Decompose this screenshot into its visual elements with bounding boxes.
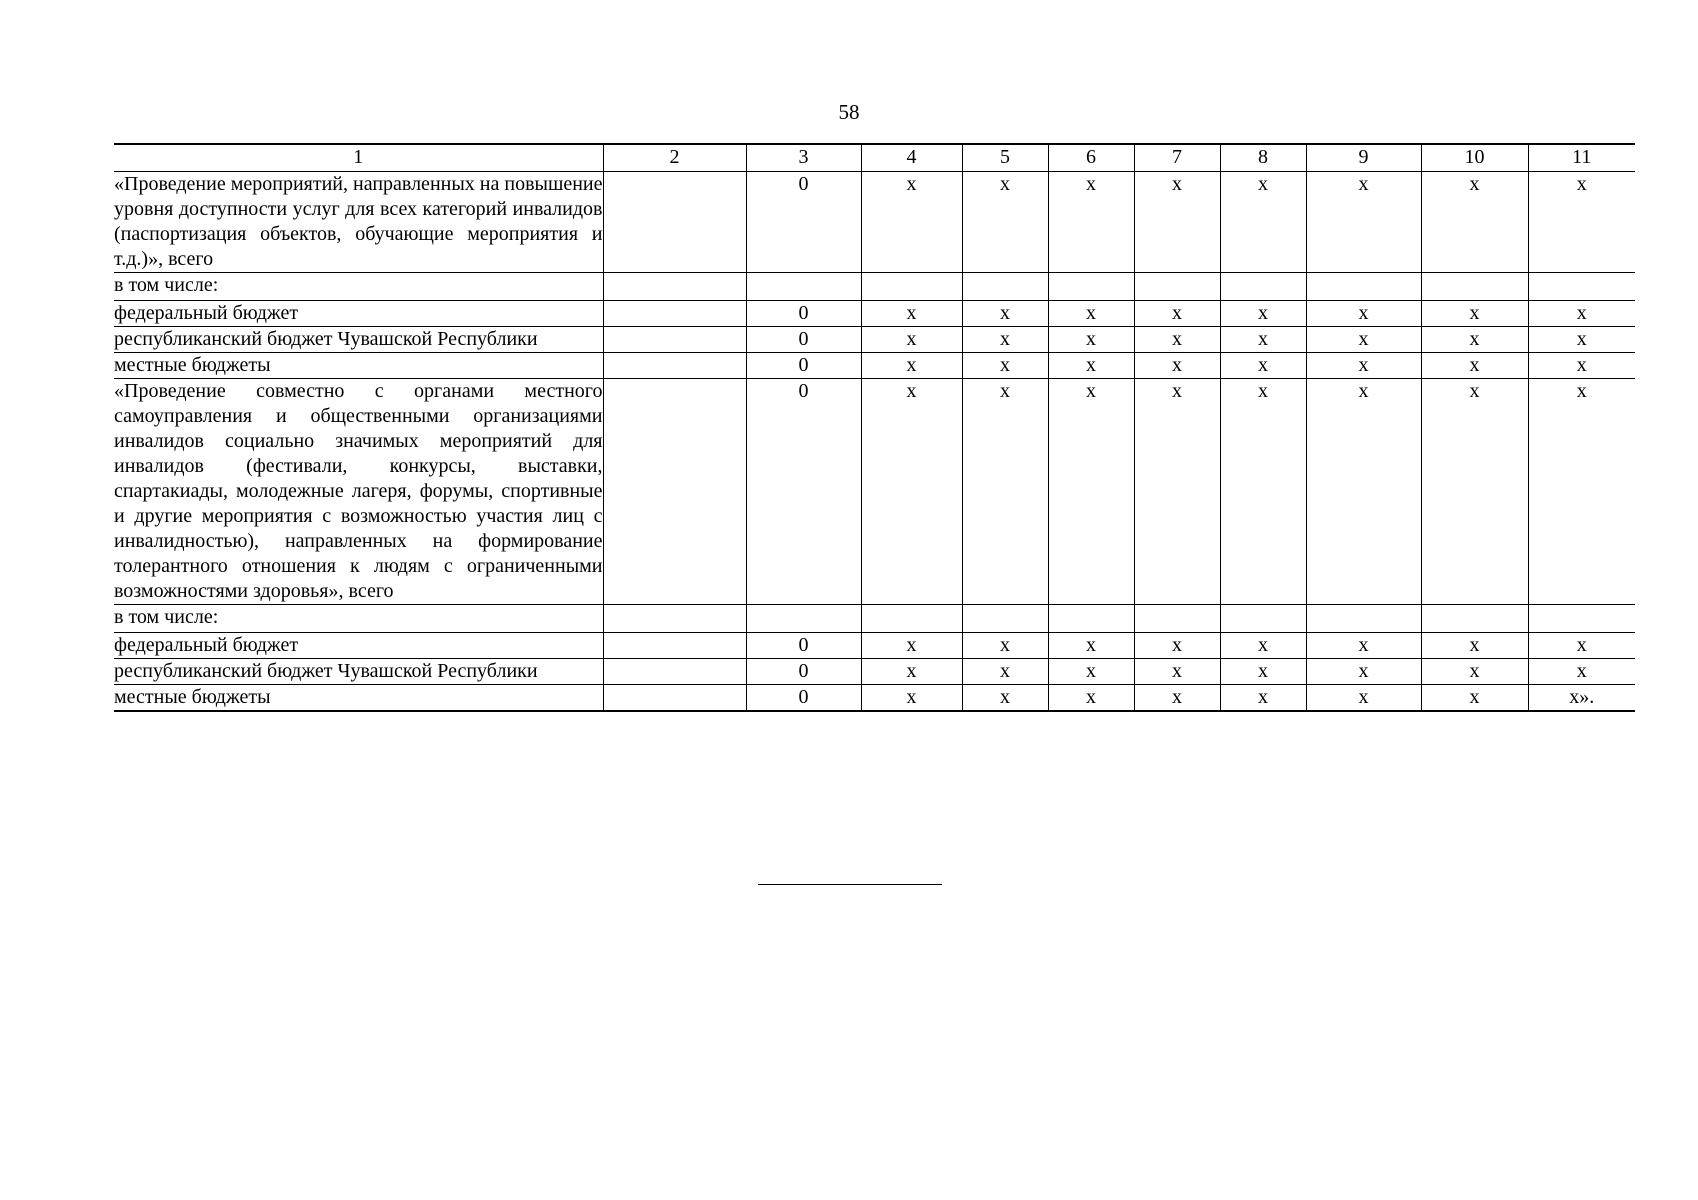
cell-value xyxy=(746,605,861,633)
cell-value xyxy=(1306,273,1421,301)
cell-value: x xyxy=(1528,172,1635,273)
cell-value: x xyxy=(1306,659,1421,685)
cell-value: 0 xyxy=(746,685,861,712)
data-table xyxy=(114,143,1635,712)
cell-value: x xyxy=(1134,301,1220,327)
cell-value: x xyxy=(962,301,1048,327)
cell-value xyxy=(1306,605,1421,633)
cell-value: x xyxy=(1048,327,1134,353)
table-row xyxy=(114,327,1635,353)
cell-value: 0 xyxy=(746,633,861,659)
cell-value: x xyxy=(1220,659,1306,685)
cell-value: 0 xyxy=(746,172,861,273)
cell-value: x xyxy=(962,379,1048,605)
cell-value: x xyxy=(861,633,962,659)
cell-value: x xyxy=(1220,379,1306,605)
column-header: 3 xyxy=(746,144,861,172)
table-row xyxy=(114,379,1635,605)
column-header: 1 xyxy=(114,144,603,172)
cell-value xyxy=(962,605,1048,633)
cell-value xyxy=(1528,273,1635,301)
cell-value: x xyxy=(1421,301,1528,327)
column-header: 5 xyxy=(962,144,1048,172)
row-label: республиканский бюджет Чувашской Республики xyxy=(114,659,603,685)
cell-col2 xyxy=(603,327,746,353)
table-row xyxy=(114,172,1635,273)
cell-value: x xyxy=(1134,379,1220,605)
cell-value: x xyxy=(861,301,962,327)
cell-value: x xyxy=(1306,685,1421,712)
cell-value: x xyxy=(1306,379,1421,605)
row-label: местные бюджеты xyxy=(114,353,603,379)
cell-col2 xyxy=(603,301,746,327)
cell-value: x xyxy=(861,685,962,712)
cell-value: x xyxy=(1048,172,1134,273)
cell-value: x xyxy=(1421,353,1528,379)
cell-value: x xyxy=(1048,301,1134,327)
row-label: в том числе: xyxy=(114,273,603,301)
cell-value xyxy=(1048,273,1134,301)
cell-value xyxy=(1048,605,1134,633)
row-label: «Проведение совместно с органами местного самоуправления и общественными организациями инвалидов социально значимых мероприятий для инвалидов (фестивали, конкурсы, выставки, спартакиады, молодежные лагеря, форумы, спортивные и другие мероприятия с возможностью участия лиц с инвалидностью), направленных на формирование толерантного отношения к людям с ограниченными возможностями здоровья», всего xyxy=(114,379,603,605)
table-row xyxy=(114,301,1635,327)
cell-value: x xyxy=(1528,353,1635,379)
cell-value xyxy=(1134,273,1220,301)
cell-value: x xyxy=(1048,353,1134,379)
cell-value: x xyxy=(962,172,1048,273)
column-header: 7 xyxy=(1134,144,1220,172)
cell-value: x xyxy=(1220,685,1306,712)
cell-col2 xyxy=(603,379,746,605)
cell-value: x xyxy=(1528,301,1635,327)
cell-col2 xyxy=(603,605,746,633)
cell-value: x xyxy=(1421,172,1528,273)
cell-col2 xyxy=(603,172,746,273)
cell-value: x xyxy=(1134,659,1220,685)
cell-value: x xyxy=(1134,353,1220,379)
end-rule xyxy=(758,884,942,885)
cell-value: x xyxy=(1134,327,1220,353)
cell-value: x xyxy=(1220,633,1306,659)
cell-value: x xyxy=(1306,172,1421,273)
cell-value xyxy=(1421,605,1528,633)
cell-value xyxy=(1528,605,1635,633)
cell-value: x xyxy=(1134,633,1220,659)
cell-value xyxy=(861,605,962,633)
cell-col2 xyxy=(603,633,746,659)
cell-value: x xyxy=(962,685,1048,712)
table-row xyxy=(114,633,1635,659)
cell-value: x xyxy=(1306,633,1421,659)
cell-value: x xyxy=(861,659,962,685)
table-row xyxy=(114,685,1635,712)
cell-value: x xyxy=(861,327,962,353)
row-label: в том числе: xyxy=(114,605,603,633)
cell-value: x xyxy=(861,353,962,379)
cell-value: x xyxy=(861,379,962,605)
cell-value: x xyxy=(861,172,962,273)
cell-value: x xyxy=(1134,685,1220,712)
cell-value: x xyxy=(1048,379,1134,605)
cell-value: 0 xyxy=(746,327,861,353)
cell-value xyxy=(1421,273,1528,301)
row-label: «Проведение мероприятий, направленных на повышение уровня доступности услуг для всех категорий инвалидов (паспортизация объектов, обучающие мероприятия и т.д.)», всего xyxy=(114,172,603,273)
column-header: 9 xyxy=(1306,144,1421,172)
column-header: 11 xyxy=(1528,144,1635,172)
cell-value: 0 xyxy=(746,379,861,605)
row-label: федеральный бюджет xyxy=(114,301,603,327)
table-body xyxy=(114,172,1635,712)
cell-col2 xyxy=(603,273,746,301)
cell-value: x xyxy=(962,659,1048,685)
cell-value: x xyxy=(1306,301,1421,327)
cell-value: x xyxy=(1220,327,1306,353)
cell-value: x xyxy=(1306,327,1421,353)
cell-value xyxy=(1220,605,1306,633)
page-number: 58 xyxy=(838,100,860,124)
cell-col2 xyxy=(603,685,746,712)
cell-value: x xyxy=(962,327,1048,353)
cell-value: x». xyxy=(1528,685,1635,712)
cell-value xyxy=(1134,605,1220,633)
cell-value: x xyxy=(1421,379,1528,605)
column-header: 4 xyxy=(861,144,962,172)
row-label: республиканский бюджет Чувашской Республики xyxy=(114,327,603,353)
cell-value: 0 xyxy=(746,353,861,379)
cell-value: x xyxy=(962,633,1048,659)
table-row xyxy=(114,353,1635,379)
column-header: 6 xyxy=(1048,144,1134,172)
column-header: 10 xyxy=(1421,144,1528,172)
cell-col2 xyxy=(603,659,746,685)
cell-value: x xyxy=(1134,172,1220,273)
cell-value: 0 xyxy=(746,301,861,327)
header-row xyxy=(114,144,1635,172)
cell-value: x xyxy=(1528,633,1635,659)
cell-value xyxy=(746,273,861,301)
cell-value: x xyxy=(1048,633,1134,659)
row-label: федеральный бюджет xyxy=(114,633,603,659)
column-header: 2 xyxy=(603,144,746,172)
cell-value: x xyxy=(1421,659,1528,685)
cell-value: x xyxy=(1048,685,1134,712)
cell-value: x xyxy=(1421,685,1528,712)
cell-value: x xyxy=(1306,353,1421,379)
cell-value xyxy=(962,273,1048,301)
cell-value: x xyxy=(1421,633,1528,659)
cell-value: x xyxy=(1220,353,1306,379)
cell-value: x xyxy=(1528,379,1635,605)
table-row xyxy=(114,659,1635,685)
cell-value: 0 xyxy=(746,659,861,685)
cell-value: x xyxy=(1048,659,1134,685)
cell-value: x xyxy=(1528,659,1635,685)
cell-value xyxy=(1220,273,1306,301)
column-header: 8 xyxy=(1220,144,1306,172)
cell-value: x xyxy=(962,353,1048,379)
table-row xyxy=(114,273,1635,301)
row-label: местные бюджеты xyxy=(114,685,603,712)
cell-value: x xyxy=(1220,301,1306,327)
cell-value: x xyxy=(1421,327,1528,353)
cell-col2 xyxy=(603,353,746,379)
table-row xyxy=(114,605,1635,633)
cell-value xyxy=(861,273,962,301)
cell-value: x xyxy=(1528,327,1635,353)
cell-value: x xyxy=(1220,172,1306,273)
